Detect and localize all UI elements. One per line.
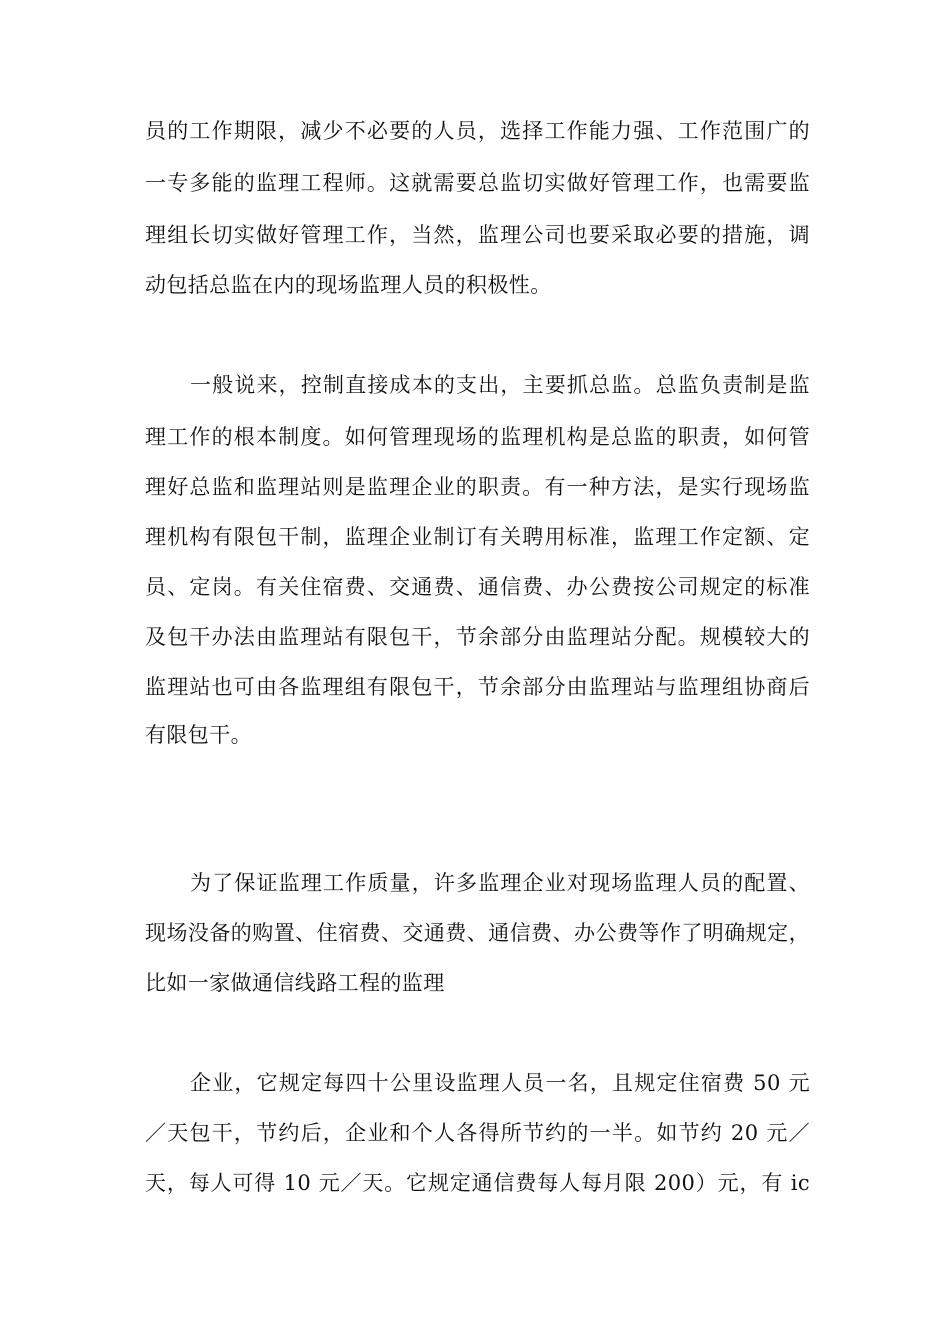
paragraph-1-line-1: 员的工作期限，减少不必要的人员，选择工作能力强、工作范围广的 [145, 119, 810, 143]
paragraph-1-line-4: 动包括总监在内的现场监理人员的积极性。 [145, 273, 552, 297]
paragraph-2-line-7: 监理站也可由各监理组有限包干，节余部分由监理站与监理组协商后 [145, 675, 810, 699]
paragraph-3-line-3: 比如一家做通信线路工程的监理 [145, 971, 445, 995]
paragraph-2-line-3: 理好总监和监理站则是监理企业的职责。有一种方法，是实行现场监 [145, 475, 810, 499]
paragraph-4-line-1: 企业，它规定每四十公里设监理人员一名，且规定住宿费 50 元 [190, 1071, 810, 1095]
paragraph-3-line-1: 为了保证监理工作质量，许多监理企业对现场监理人员的配置、 [190, 871, 810, 895]
paragraph-2-line-8: 有限包干。 [145, 723, 252, 747]
paragraph-4-line-3: 天，每人可得 10 元／天。它规定通信费每人每月限 200）元，有 ic [145, 1171, 810, 1195]
paragraph-1-line-2: 一专多能的监理工程师。这就需要总监切实做好管理工作，也需要监 [145, 171, 810, 195]
paragraph-1-line-3: 理组长切实做好管理工作，当然，监理公司也要采取必要的措施，调 [145, 223, 810, 247]
paragraph-3-line-2: 现场没备的购置、住宿费、交通费、通信费、办公费等作了明确规定， [145, 921, 810, 945]
paragraph-2-line-2: 理工作的根本制度。如何管理现场的监理机构是总监的职责，如何管 [145, 425, 810, 449]
paragraph-2-line-6: 及包干办法由监理站有限包干，节余部分由监理站分配。规模较大的 [145, 625, 810, 649]
paragraph-4-line-2: ／天包干，节约后，企业和个人各得所节约的一半。如节约 20 元／ [145, 1121, 810, 1145]
paragraph-2-line-4: 理机构有限包干制，监理企业制订有关聘用标准，监理工作定额、定 [145, 525, 810, 549]
paragraph-2-line-5: 员、定岗。有关住宿费、交通费、通信费、办公费按公司规定的标准 [145, 575, 810, 599]
paragraph-2-line-1: 一般说来，控制直接成本的支出，主要抓总监。总监负责制是监 [190, 373, 810, 397]
